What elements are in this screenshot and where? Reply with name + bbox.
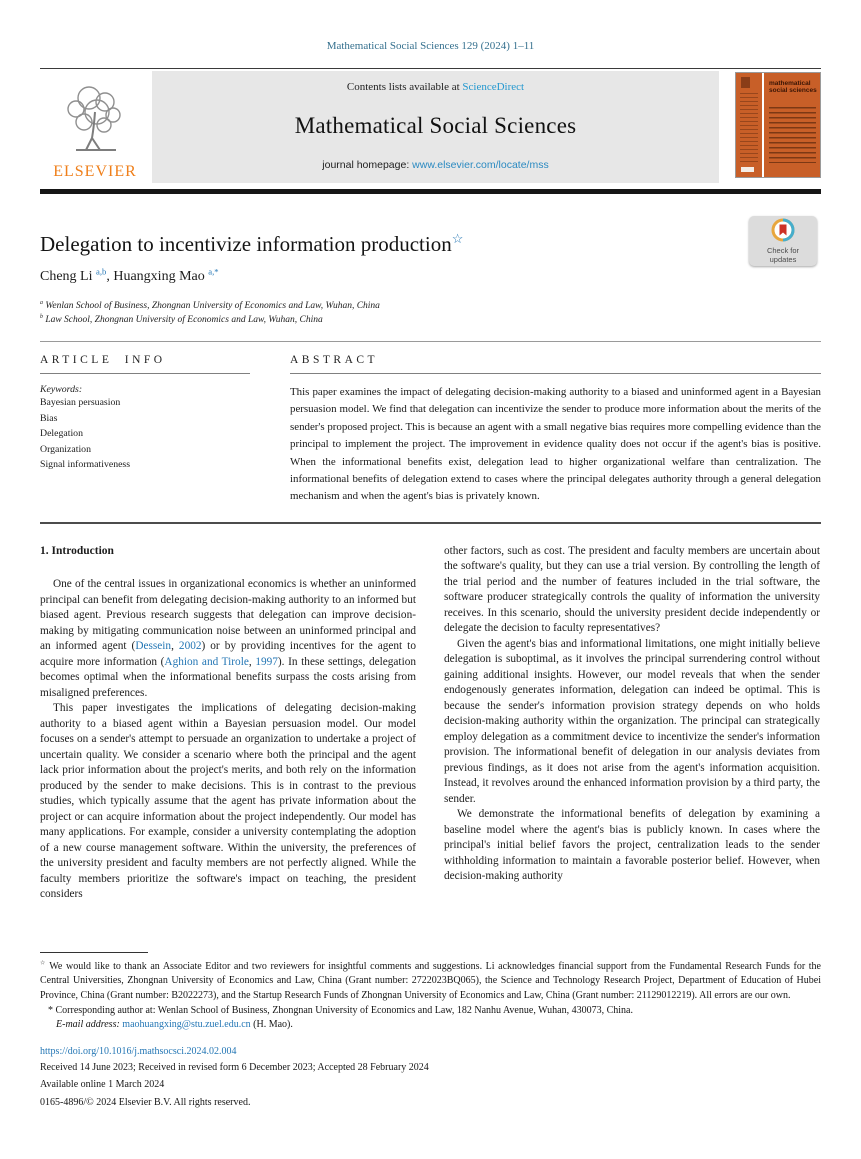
badge-label-line1: Check for: [766, 246, 800, 255]
journal-reference: Mathematical Social Sciences 129 (2024) 1–11: [326, 40, 535, 52]
journal-cover-thumbnail: [735, 72, 821, 178]
body-paragraph: This paper investigates the implications of delegating decision-making authority to a biased agent within a Bayesian persuasion model. Our model focuses on a sender's attempt to persuade an organization to undertake a project of uncertain quality. We consider a scenario where both the principal and the agent lack prior information about the project's merits, and both rely on the information produced by the sender to make decisions. This is in contrast to the previous studies, which typically assume that the agent has private information about the project or can acquire information about the project independently. Our model has many applications. For example, consider a university contemplating the adoption of a new course management software. Within the university, the preferences of the university president and faculty members are not perfectly aligned. While the faculty members prioritize the software's impact on teaching, the president considers: [40, 702, 416, 901]
header-top-rule: [40, 68, 821, 69]
body-right-column: [444, 544, 820, 934]
cover-publisher-box: [741, 167, 754, 172]
keywords-list: [40, 395, 250, 473]
journal-banner: [40, 71, 821, 183]
abstract-text: This paper examines the impact of delegating decision-making authority to a biased and uninformed agent in a Bayesian persuasion model. We find that delegation can incentivize the sender to produce more information about the merits of the sender's proposed project. This is because an agent with a small negative bias requires more compelling evidence than the principal to implement the project. The improvement in evidence quality does not occur if the agent's bias is positive. When the informational benefits exist, delegation lead to higher organizational welfare than centralization. The informational benefits of delegation extend to cases where the principal delegates authority through a general delegation mechanism and when the agent's bias is privately known.: [290, 386, 821, 503]
journal-homepage-line[interactable]: journal homepage: www.elsevier.com/locate/mss: [322, 159, 549, 171]
email-footnote[interactable]: E-mail address: maohuangxing@stu.zuel.edu.cn (H. Mao).: [56, 1019, 293, 1031]
header-bottom-rule: [40, 189, 821, 194]
copyright-line: 0165-4896/© 2024 Elsevier B.V. All rights reserved.: [40, 1096, 251, 1108]
affiliation-b: $^b$ Law School, Zhongnan University of Economics and Law, Wuhan, China: [40, 313, 323, 325]
paper-title: Delegation to incentivize information production☆: [40, 231, 464, 256]
article-info-rule: [40, 373, 250, 374]
contents-list-line[interactable]: Contents lists available at ScienceDirect: [346, 81, 525, 93]
corresponding-author-footnote: * Corresponding author at: Wenlan School of Business, Zhongnan University of Economics and Law, 182 Nanhu Avenue, Wuhan, 430073, China.: [48, 1004, 633, 1016]
article-info-header: ARTICLE INFO: [40, 354, 166, 366]
available-online: Available online 1 March 2024: [40, 1079, 165, 1091]
cover-contents-list: [769, 107, 816, 163]
body-paragraph: other factors, such as cost. The president and faculty members are uncertain about the software's quality, but they can use a trial version. By controlling the length of the trial period and the number of features included in the trial software, the software producer strategically controls the quality of information the university receives. In this scenario, should the university president decide independently or delegate the decision to faculty representatives?: [444, 544, 820, 635]
cover-journal-title: mathematical social sciences: [769, 80, 817, 94]
check-for-updates-icon: [771, 218, 795, 247]
cover-emblem-icon: [741, 77, 750, 88]
body-paragraph: Given the agent's bias and informational limitations, one might initially believe delegation is suboptimal, as it involves the principal surrendering control without gaining additional insights. However, our model reveals that when the sender endogenously generates information, delegation can indeed be optimal. This is because the sender's information provision strategy depends on who holds decision-making authority within the organization. The principal can strategically employ delegation as a commitment device to incentivize the sender's information provision. The informational benefit of delegation in our analysis deviates from previous findings, as it does not arise from the agent's information acquisition. Instead, it revolves around the enhanced information provision by a third party, the sender.: [444, 637, 820, 805]
keyword: Delegation: [40, 428, 83, 439]
body-paragraph: We demonstrate the informational benefits of delegation by examining a baseline model where the agent's bias is publicly known. In cases where the principal's initial belief favors the project, centralization leads to the sender withholding information to maintain a favorable posterior belief. However, when decision-making authority: [444, 808, 820, 883]
keywords-label: Keywords:: [40, 384, 83, 395]
body-paragraph: One of the central issues in organizational economics is whether an uninformed principal can benefit from delegating decision-making authority to an informed but biased agent. Previous research suggests that delegation can improve decision-making by mitigating communication noise between an uninformed principal and an informed agent (Dessein, 2002) or by providing incentives for the agent to acquire more information (Aghion and Tirole, 1997). In these settings, delegation becomes optimal when the informational benefits surpass the costs arising from misaligned preferences.: [40, 578, 417, 699]
elsevier-logo[interactable]: [40, 71, 150, 183]
banner-center: [152, 71, 719, 183]
article-body: [40, 544, 821, 934]
title-section-rule: [40, 341, 821, 342]
elsevier-tree-icon: [59, 82, 131, 163]
body-left-column: [40, 544, 416, 934]
keyword: Bias: [40, 412, 58, 424]
elsevier-wordmark: ELSEVIER: [53, 163, 137, 180]
abstract-bottom-rule: [40, 522, 821, 524]
abstract-column: [290, 354, 821, 506]
check-for-updates-badge[interactable]: [749, 216, 817, 266]
abstract-header: ABSTRACT: [290, 354, 379, 366]
cover-sidebar-text: [740, 93, 758, 163]
affiliation-a: $^a$ Wenlan School of Business, Zhongnan University of Economics and Law, Wuhan, China: [40, 299, 380, 311]
section-heading-introduction: 1. Introduction: [40, 544, 114, 557]
affiliations: [40, 299, 821, 327]
keyword: Organization: [40, 443, 91, 455]
abstract-rule: [290, 373, 821, 374]
footnote-rule: [40, 952, 148, 953]
doi-link[interactable]: https://doi.org/10.1016/j.mathsocsci.2024.02.004: [40, 1045, 237, 1057]
received-dates: Received 14 June 2023; Received in revised form 6 December 2023; Accepted 28 February 2024: [40, 1061, 429, 1073]
badge-label-line2: updates: [769, 254, 797, 264]
info-abstract-section: [40, 354, 821, 506]
keyword: Signal informativeness: [40, 459, 131, 470]
keyword: Bayesian persuasion: [40, 397, 121, 408]
cover-divider: [762, 73, 764, 177]
author-line: Cheng Li $^{a,b}$, Huangxing Mao $^{a,*}$: [40, 266, 219, 284]
acknowledgement-footnote: ☆ We would like to thank an Associate Editor and two reviewers for insightful comments and suggestions. Li acknowledges financial support from the Fundamental Research Funds for the Central Universities, Zhongnan University of Economics and Law, China (Grant number: 2722023BQ065), the Science and Technology Research Project, Department of Education of Hubei Province, China (Grant number: B2022273), and the Startup Research Funds of Zhongnan University of Economics and Law, China (Grant number: 21129012219). All errors are our own.: [40, 959, 821, 1002]
journal-title: Mathematical Social Sciences: [294, 113, 577, 138]
article-info-column: [40, 354, 250, 506]
footnote-block: [40, 952, 821, 1033]
